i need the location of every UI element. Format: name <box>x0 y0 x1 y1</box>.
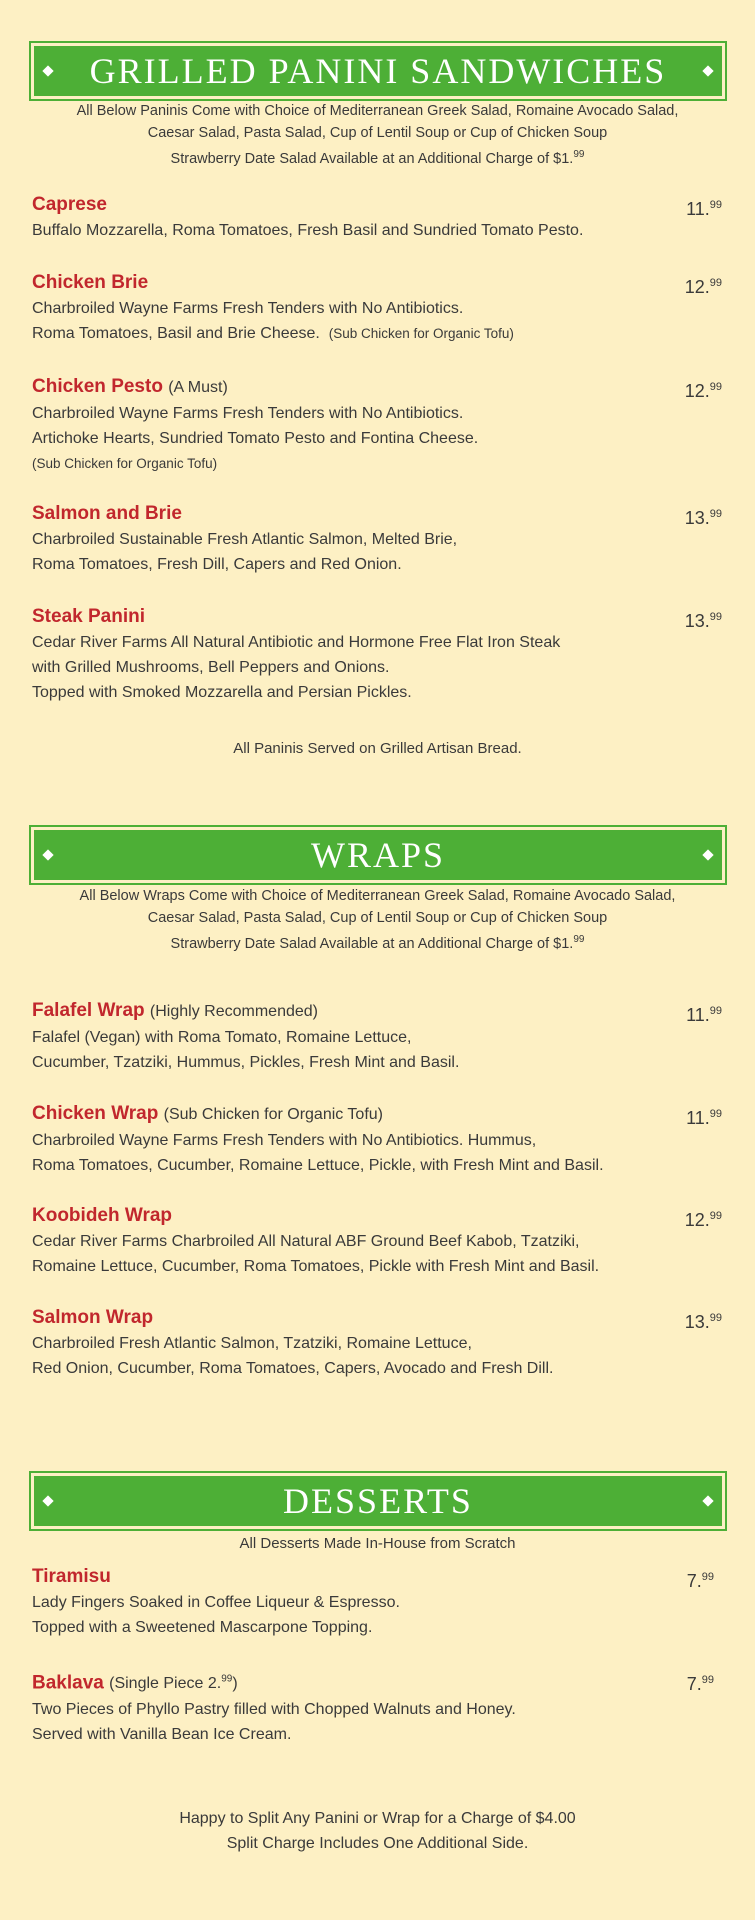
diamond-icon <box>702 1495 713 1506</box>
intro-line: Caesar Salad, Pasta Salad, Cup of Lentil Soup or Cup of Chicken Soup <box>147 125 608 141</box>
item-price: 13.99 <box>684 508 722 528</box>
item-description: Cucumber, Tzatziki, Hummus, Pickles, Fresh Mint and Basil. <box>32 1054 460 1071</box>
item-description: Charbroiled Sustainable Fresh Atlantic Salmon, Melted Brie, <box>32 531 458 548</box>
footer-line: Happy to Split Any Panini or Wrap for a Charge of $4.00 <box>179 1810 576 1827</box>
upcharge-line: Strawberry Date Salad Available at an Additional Charge of $1.99 <box>170 149 585 167</box>
item-price: 11.99 <box>686 1005 722 1025</box>
panini-banner <box>34 46 722 96</box>
section-title: WRAPS <box>310 835 446 875</box>
item-description: Charbroiled Fresh Atlantic Salmon, Tzatziki, Romaine Lettuce, <box>32 1335 472 1352</box>
item-price: 13.99 <box>684 611 722 631</box>
item-name: Caprese <box>32 194 107 215</box>
desserts-intro: All Desserts Made In-House from Scratch <box>239 1535 516 1552</box>
item-description: with Grilled Mushrooms, Bell Peppers and Onions. <box>32 659 390 676</box>
item-name: Salmon Wrap <box>32 1307 154 1328</box>
item-note: (Single Piece 2.99) <box>109 1674 238 1693</box>
item-name: Chicken Wrap <box>32 1103 159 1124</box>
item-name: Falafel Wrap <box>32 1000 145 1021</box>
wraps-intro <box>0 885 755 955</box>
section-title: GRILLED PANINI SANDWICHES <box>89 51 667 91</box>
item-note: (A Must) <box>168 379 228 396</box>
menu-item <box>32 1667 722 1747</box>
footer-line: Split Charge Includes One Additional Side. <box>226 1835 529 1852</box>
item-price: 12.99 <box>684 381 722 401</box>
menu-item <box>32 270 722 346</box>
split-charge-note <box>0 1806 755 1856</box>
item-description: Roma Tomatoes, Basil and Brie Cheese. (Sub Chicken for Organic Tofu) <box>32 325 514 342</box>
section-title: DESSERTS <box>283 1481 473 1521</box>
item-description: Artichoke Hearts, Sundried Tomato Pesto and Fontina Cheese. <box>32 430 479 447</box>
diamond-icon <box>42 65 53 76</box>
item-price: 13.99 <box>684 1312 722 1332</box>
menu-item <box>32 192 722 243</box>
item-description: Charbroiled Wayne Farms Fresh Tenders with No Antibiotics. Hummus, <box>32 1132 537 1149</box>
item-price: 11.99 <box>686 1108 722 1128</box>
intro-line: Caesar Salad, Pasta Salad, Cup of Lentil Soup or Cup of Chicken Soup <box>147 910 608 926</box>
item-description: Roma Tomatoes, Fresh Dill, Capers and Red Onion. <box>32 556 402 573</box>
item-name: Baklava <box>32 1672 104 1694</box>
desserts-banner <box>34 1476 722 1526</box>
item-price: 12.99 <box>684 1210 722 1230</box>
menu-item <box>32 501 722 577</box>
item-description: Falafel (Vegan) with Roma Tomato, Romaine Lettuce, <box>32 1029 412 1046</box>
item-name: Tiramisu <box>32 1566 111 1587</box>
item-note: (Highly Recommended) <box>149 1003 318 1020</box>
item-description: Served with Vanilla Bean Ice Cream. <box>32 1726 292 1744</box>
item-description: Cedar River Farms Charbroiled All Natural ABF Ground Beef Kabob, Tzatziki, <box>32 1233 580 1250</box>
item-description: Lady Fingers Soaked in Coffee Liqueur & Espresso. <box>32 1594 400 1611</box>
menu-item <box>32 998 722 1075</box>
menu-item <box>32 1564 722 1640</box>
item-description: Topped with Smoked Mozzarella and Persian Pickles. <box>32 684 412 701</box>
upcharge-line: Strawberry Date Salad Available at an Additional Charge of $1.99 <box>170 934 585 952</box>
item-price: 7.99 <box>686 1674 714 1694</box>
wraps-banner <box>34 830 722 880</box>
menu-item <box>32 1101 722 1178</box>
menu-item <box>32 1305 722 1381</box>
item-description: Cedar River Farms All Natural Antibiotic and Hormone Free Flat Iron Steak <box>32 634 561 651</box>
item-name: Chicken Pesto <box>32 376 163 397</box>
item-name: Steak Panini <box>32 606 145 627</box>
menu-item <box>32 604 722 705</box>
item-name: Salmon and Brie <box>32 503 182 524</box>
diamond-icon <box>42 849 53 860</box>
item-extra: (Sub Chicken for Organic Tofu) <box>32 456 218 471</box>
diamond-icon <box>42 1495 53 1506</box>
item-description: Buffalo Mozzarella, Roma Tomatoes, Fresh Basil and Sundried Tomato Pesto. <box>32 222 584 239</box>
item-name: Koobideh Wrap <box>32 1205 173 1226</box>
item-price: 7.99 <box>686 1571 714 1591</box>
item-description: Two Pieces of Phyllo Pastry filled with Chopped Walnuts and Honey. <box>32 1701 516 1719</box>
item-note: (Sub Chicken for Organic Tofu) <box>163 1106 383 1123</box>
intro-line: All Below Wraps Come with Choice of Mediterranean Greek Salad, Romaine Avocado Salad, <box>79 888 676 904</box>
menu-item <box>32 1203 722 1279</box>
intro-line: All Below Paninis Come with Choice of Mediterranean Greek Salad, Romaine Avocado Salad, <box>76 103 679 119</box>
menu-item <box>32 374 722 476</box>
item-name: Chicken Brie <box>32 272 149 293</box>
item-price: 11.99 <box>686 199 722 219</box>
diamond-icon <box>702 65 713 76</box>
item-description: Charbroiled Wayne Farms Fresh Tenders with No Antibiotics. <box>32 405 464 422</box>
panini-footnote: All Paninis Served on Grilled Artisan Bread. <box>233 740 522 757</box>
diamond-icon <box>702 849 713 860</box>
item-description: Topped with a Sweetened Mascarpone Topping. <box>32 1619 373 1636</box>
panini-intro <box>0 100 755 170</box>
item-description: Romaine Lettuce, Cucumber, Roma Tomatoes, Pickle with Fresh Mint and Basil. <box>32 1258 600 1275</box>
item-price: 12.99 <box>684 277 722 297</box>
item-description: Roma Tomatoes, Cucumber, Romaine Lettuce, Pickle, with Fresh Mint and Basil. <box>32 1157 604 1174</box>
item-description: Charbroiled Wayne Farms Fresh Tenders with No Antibiotics. <box>32 300 464 317</box>
item-description: Red Onion, Cucumber, Roma Tomatoes, Capers, Avocado and Fresh Dill. <box>32 1360 554 1377</box>
